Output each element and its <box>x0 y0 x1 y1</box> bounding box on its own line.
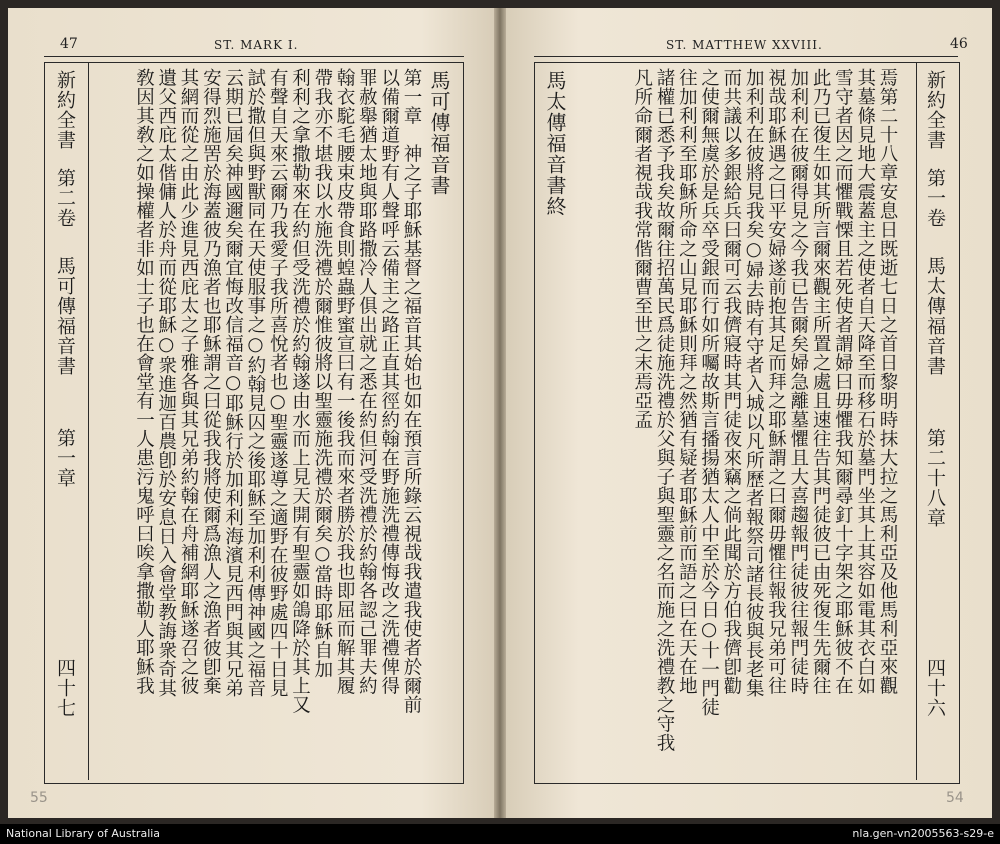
text-column: 雪守者因之而懼戰慄且若死使者謂婦曰毋懼我知爾尋釘十字架之耶穌彼不在 <box>832 68 854 695</box>
library-footer <box>0 824 1000 844</box>
text-column: 敎因其敎之如操權者非如士子也在會堂有一人患污鬼呼曰唉拿撒勒人耶穌我 <box>133 68 155 695</box>
text-column: 帶我亦不堪我以水施洗禮於爾惟彼將以聖靈施洗禮於爾矣○當時耶穌自加 <box>311 68 333 679</box>
text-column: 諸權已悉予我矣故爾往招萬民爲徒施洗禮於父與子與聖靈之名而施之洗禮教之守我 <box>654 68 676 752</box>
footer-identifier: nla.gen-vn2005563-s29-e <box>852 827 994 840</box>
body-text <box>94 68 422 778</box>
running-header: ST. MARK I. <box>214 38 299 52</box>
margin-collection-title: 新約全書 <box>924 70 946 150</box>
text-column: 罪赦舉猶太地與耶路撒冷人俱出就之悉在約但河受洗禮於約翰各認己罪夫約 <box>356 68 378 695</box>
top-rule <box>44 56 464 57</box>
text-column: 第一章 神之子耶穌基督之福音其始也如在預言所錄云視哉我遣我使者於爾前 <box>401 68 422 714</box>
text-column: 加利利在彼爾得見之今我已告爾矣婦急離墓懼且大喜趨報門徒彼往報門徒時 <box>787 68 809 695</box>
text-column: 翰衣駝毛腰束皮帶食則蝗蟲野蜜宣曰有一後我而來者勝於我也即屈而解其履 <box>334 68 356 695</box>
margin-chapter: 第一章 <box>54 428 76 488</box>
left-page <box>8 8 494 818</box>
page-number: 47 <box>60 36 78 52</box>
text-column: 試於撒但與野獸同在天使服事之○約翰見囚之後耶穌至加利利傳神國之福音 <box>244 68 266 698</box>
margin-chapter: 第二十八章 <box>924 428 946 528</box>
text-column: 之使爾無虞於是兵卒受銀而行如所囑故斯言播揚猶太人中至於今日○十一門徒 <box>698 68 720 717</box>
text-column: 焉第二十八章安息日既逝七日之首日黎明時抹大拉之馬利亞及他馬利亞來觀 <box>877 68 898 695</box>
text-column: 往加利利至耶穌所命之山見耶穌則拜之然猶有疑者耶穌前而語之曰在天在地 <box>676 68 698 695</box>
margin-volume: 第二卷 <box>54 168 76 228</box>
text-column: 有聲自天來云爾乃我愛子我所喜悅者也○聖靈遂導之適野在彼野處四十日見 <box>267 68 289 698</box>
margin-collection-title: 新約全書 <box>54 70 76 150</box>
text-column: 遺父西庇太偕傭人於舟而從耶穌○衆進迦百農卽於安息日入會堂教誨衆奇其 <box>155 68 177 698</box>
top-rule <box>534 56 958 57</box>
pencil-mark: 54 <box>946 790 964 806</box>
margin-book-name: 馬太傳福音書 <box>924 256 946 376</box>
book-title: 馬可傳福音書 <box>427 70 451 196</box>
text-column: 以備爾道野有人聲呼云備主之路正直其徑約翰在野施洗禮傳悔改之洗禮俾得 <box>378 68 400 695</box>
text-column: 云期已屆矣神國邇矣爾宜悔改信福音○耶穌行於加利利海濱見西門與其兄弟 <box>222 68 244 698</box>
text-column: 而共議以多銀給兵曰爾可云我儕寢時其門徒夜來竊之倘此聞於方伯我儕卽勸 <box>720 68 742 695</box>
book-end-title: 馬太傳福音書終 <box>543 70 567 217</box>
margin-page-cn: 四十六 <box>924 658 946 718</box>
text-column: 安得烈施罟於海蓋彼乃漁者也耶穌謂之曰從我我將使爾爲漁人之漁者彼卽棄 <box>200 68 222 695</box>
right-page <box>506 8 992 818</box>
book-gutter <box>494 8 506 818</box>
text-column: 加利利在彼將見我矣○婦去時有守者入城以凡所歷者報祭司諸長彼與長老集 <box>743 68 765 698</box>
body-text <box>598 68 898 778</box>
margin-divider <box>88 63 89 780</box>
footer-institution: National Library of Australia <box>6 827 161 840</box>
margin-divider <box>916 63 917 780</box>
text-column: 此乃已復生如其所言爾來觀主所置之處且速往告其門徒彼已由死復生先爾往 <box>810 68 832 695</box>
text-column: 利利之拿撒勒來在約但受洗禮於約翰遂由水而上見天開有聖靈如鴿降於其上又 <box>289 68 311 714</box>
text-column: 其墓條見地大震蓋主之使者自天降至而移石於墓門坐其上其容如電其衣白如 <box>854 68 876 695</box>
text-column: 視哉耶穌遇之曰平安婦遂前抱其足而拜之耶穌謂之曰爾毋懼往報我兄弟可往 <box>765 68 787 695</box>
page-number: 46 <box>950 36 968 52</box>
margin-volume: 第一卷 <box>924 168 946 228</box>
margin-page-cn: 四十七 <box>54 658 76 718</box>
margin-book-name: 馬可傳福音書 <box>54 256 76 376</box>
running-header: ST. MATTHEW XXVIII. <box>666 38 823 52</box>
text-column: 其網而從之由此少進見西庇太之子雅各與其兄弟約翰在舟補網耶穌遂召之彼 <box>178 68 200 695</box>
pencil-mark: 55 <box>30 790 48 806</box>
text-column: 凡所命爾者視哉我常偕爾曹至世之末焉亞孟 <box>631 68 653 429</box>
